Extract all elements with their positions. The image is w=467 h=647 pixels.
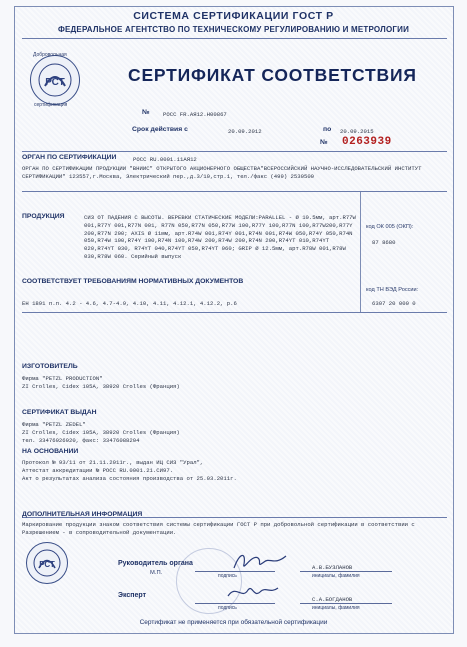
basis-line3: Акт о результатах анализа состояния производства от 25.03.2011г.: [22, 475, 237, 482]
pct-mark-icon-bottom: [27, 543, 67, 583]
svg-text:РСТ: РСТ: [39, 560, 55, 569]
footer-note: Сертификат не применяется при обязательной сертификации: [139, 619, 328, 626]
tnved-code: 6307 20 000 0: [372, 300, 416, 307]
manufacturer-line1: Фирма "PETZL PRODUCTION": [22, 375, 103, 382]
head-name: А.В.БУЗЛАНОВ: [312, 564, 353, 571]
organ-label: ОРГАН ПО СЕРТИФИКАЦИИ: [22, 154, 117, 161]
okp-code: 87 8680: [372, 239, 396, 246]
logo-bottom-text: сертификация: [34, 102, 68, 108]
valid-to: 20.09.2015: [340, 128, 374, 135]
expert-name: С.А.БОГДАНОВ: [312, 596, 353, 603]
codes-column-divider: [360, 192, 361, 312]
organ-text: ОРГАН ПО СЕРТИФИКАЦИИ ПРОДУКЦИИ "ВНИИС" ОТКРЫТОГО АКЦИОНЕРНОГО ОБЩЕСТВА"ВСЕРОССИЙСКИЙ НАУЧНО-ИССЛЕДОВАТЕЛЬСКИЙ ИНСТИТУТ СЕРТИФИКАЦИИ" 123557,г.Москва, Электрический пер.,д.3/10,стр.1, тел./факс (499) 2530500: [22, 165, 422, 180]
head-sub-initials: инициалы, фамилия: [312, 573, 360, 579]
expert-sub-initials: инициалы, фамилия: [312, 605, 360, 611]
serial-number: 0263939: [342, 136, 392, 148]
agency-title: ФЕДЕРАЛЬНОЕ АГЕНТСТВО ПО ТЕХНИЧЕСКОМУ РЕГУЛИРОВАНИЮ И МЕТРОЛОГИИ: [57, 25, 410, 34]
expert-sign-line: [195, 603, 275, 604]
manufacturer-label: ИЗГОТОВИТЕЛЬ: [22, 363, 78, 370]
basis-line2: Аттестат аккредитации № РОСС RU.0001.21.СИ97.: [22, 467, 174, 474]
additional-text: Маркирование продукции знаком соответствия системы сертификации ГОСТ Р при добровольной сертификации в соответствии с Разрешением - в сопроводительной документации.: [22, 521, 415, 536]
header-divider: [22, 38, 447, 39]
svg-text:РСТ: РСТ: [45, 77, 65, 88]
issued-to-line3: тел. 33476926920, факс: 33476088204: [22, 437, 140, 444]
expert-sub-signature: подпись: [218, 605, 237, 611]
basis-line1: Протокол № 93/11 от 21.11.2011г., выдан ИЦ СИЗ "Урал",: [22, 459, 204, 466]
valid-from: 20.09.2012: [228, 128, 262, 135]
certificate-title: СЕРТИФИКАТ СООТВЕТСТВИЯ: [128, 65, 417, 85]
tnved-label: код ТН ВЭД России:: [366, 287, 419, 293]
certificate-border: [14, 6, 454, 634]
head-sign-line: [195, 571, 275, 572]
issued-to-line2: ZI Crolles, Cidex 105A, 38920 Crolles (Франция): [22, 429, 180, 436]
certificate-number: РОСС FR.АЯ12.Н00867: [163, 111, 227, 118]
serial-label: №: [320, 139, 328, 146]
gost-r-logo: [30, 55, 80, 105]
manufacturer-line2: ZI Crolles, Cidex 105A, 38920 Crolles (Франция): [22, 383, 180, 390]
okp-label: код ОК 005 (ОКП):: [366, 224, 414, 230]
valid-to-label: по: [323, 126, 332, 133]
standards-text: ЕН 1891 п.п. 4.2 - 4.6, 4.7-4.9, 4.10, 4.11, 4.12.1, 4.12.2, р.6: [22, 300, 237, 307]
mp-label: М.П.: [150, 570, 163, 576]
gost-r-logo-bottom: [26, 542, 68, 584]
head-label: Руководитель органа: [118, 560, 193, 567]
additional-label: ДОПОЛНИТЕЛЬНАЯ ИНФОРМАЦИЯ: [22, 511, 143, 518]
basis-label: НА ОСНОВАНИИ: [22, 448, 79, 455]
system-title: СИСТЕМА СЕРТИФИКАЦИИ ГОСТ Р: [133, 10, 334, 22]
issued-to-label: СЕРТИФИКАТ ВЫДАН: [22, 409, 97, 416]
divider-product: [22, 191, 447, 192]
expert-name-line: [300, 603, 392, 604]
divider-organ: [22, 151, 447, 152]
divider-manufacturer: [22, 312, 447, 313]
pct-mark-icon: [31, 56, 79, 104]
product-text: СИЗ ОТ ПАДЕНИЯ С ВЫСОТЫ. ВЕРЕВКИ СТАТИЧЕСКИЕ МОДЕЛИ:PARALLEL - Ø 10.5мм, арт.R77W 001,R77Y 001,R77N 001, R77N 050,R77N 050,R77W 100,R77Y 100,R77N 100,R77W200,R77Y 200,R77N 200; AXIS Ø 11мм, арт.R74W 001,R74Y 001,R74N 001,R74W 050,R74Y 050,R74N 050,R74W 100,R74Y 100,R74N 100,R74W 200,R74W 200,R74N 200,R74YT 010,R74YT 020,R74YT 030, R74YT 040,R74YT 050,R74YT 060; GRIP Ø 12.5мм, арт.R78W 001,R78W 030,R78W 060. Серийный выпуск: [84, 214, 356, 260]
issued-to-line1: Фирма "PETZL ZEDEL": [22, 421, 86, 428]
standards-label: СООТВЕТСТВУЕТ ТРЕБОВАНИЯМ НОРМАТИВНЫХ ДОКУМЕНТОВ: [22, 278, 244, 285]
validity-label: Срок действия с: [132, 126, 188, 133]
expert-signature-icon: [224, 578, 282, 604]
head-sub-signature: подпись: [218, 573, 237, 579]
organ-code: РОСС RU.0001.11АЯ12: [133, 156, 197, 163]
logo-top-text: Добровольная: [33, 52, 67, 58]
product-label: ПРОДУКЦИЯ: [22, 213, 65, 220]
head-name-line: [300, 571, 392, 572]
number-label: №: [142, 109, 150, 116]
expert-label: Эксперт: [118, 592, 147, 599]
